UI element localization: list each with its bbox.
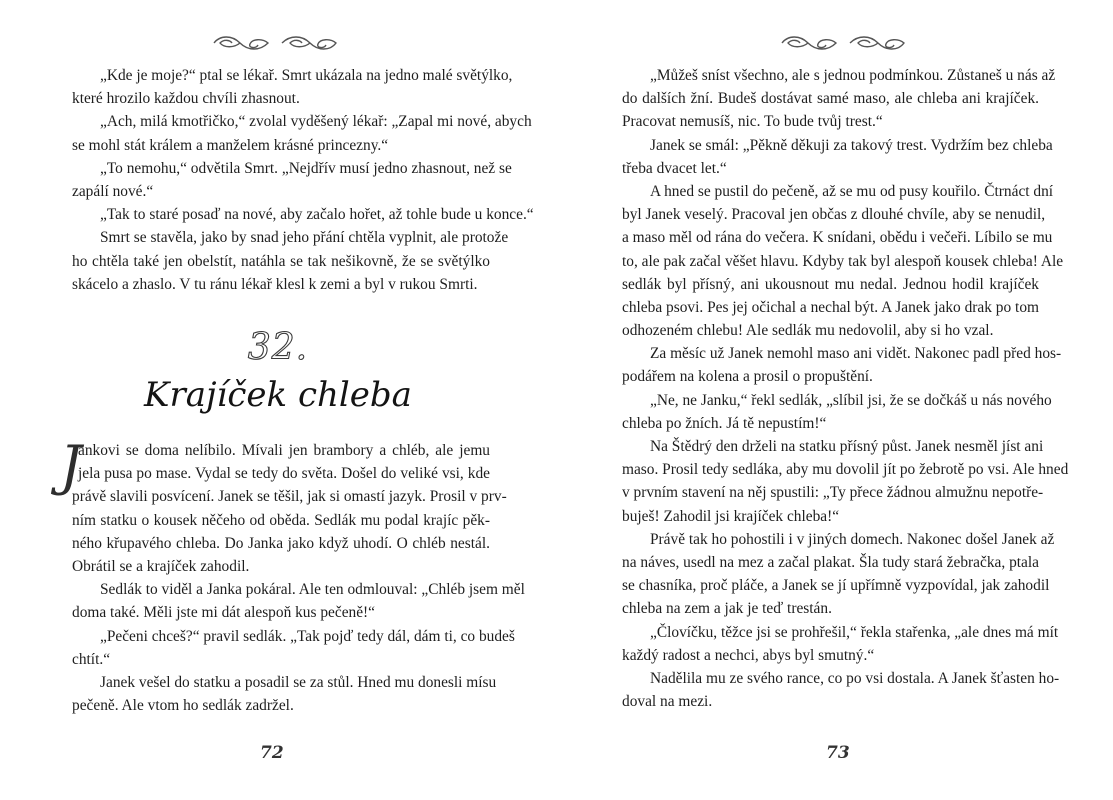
text-line: každý radost a nechci, abys byl smutný.“ [622, 646, 875, 664]
text-line: do dalších žní. Budeš dostávat samé maso, ale chleba ani krajíček. [622, 90, 1039, 108]
text-line: buješ! Zahodil jsi krajíček chleba!“ [622, 507, 840, 525]
text-line: A hned se pustil do pečeně, až se mu od pusy kouřilo. Čtrnáct dní [650, 182, 1054, 200]
text-line: „Ach, milá kmotřičko,“ zvolal vyděšený lékař: „Zapal mi nové, abych [100, 113, 532, 131]
text-line: zapálí nové.“ [72, 182, 154, 200]
text-line: „Můžeš sníst všechno, ale s jednou podmínkou. Zůstaneš u nás až [650, 67, 1056, 84]
left-top-text [72, 64, 534, 296]
text-line: byl Janek veselý. Pracoval jen občas z dlouhé chvíle, aby se nenudil, [622, 206, 1046, 224]
text-line: „Človíčku, těžce jsi se prohřešil,“ řekla stařenka, „ale dnes má mít [650, 623, 1059, 641]
text-line: Janek vešel do statku a posadil se za stůl. Hned mu donesli mísu [100, 673, 497, 691]
drop-cap: J [60, 434, 82, 497]
text-line: „Ne, ne Janku,“ řekl sedlák, „slíbil jsi, že se dočkáš u nás nového [650, 391, 1052, 409]
text-line: chleba na zem a jak je teď trestán. [622, 600, 832, 618]
page-number: 72 [260, 743, 284, 763]
text-line: a maso měl od rána do večera. K snídani, obědu i večeři. Líbilo se mu [622, 229, 1053, 247]
text-line: skácelo a zhaslo. V tu ránu lékař klesl k zemi a byl v rukou Smrti. [72, 275, 478, 293]
ornament-flourish-icon [210, 32, 340, 54]
text-line: „To nemohu,“ odvětila Smrt. „Nejdřív musí jedno zhasnout, než se [100, 159, 512, 177]
text-line: Nadělila mu ze svého rance, co po vsi dostala. A Janek šťasten ho- [650, 669, 1060, 687]
text-line: pečeně. Ale vtom ho sedlák zadržel. [72, 697, 294, 715]
text-line: „Kde je moje?“ ptal se lékař. Smrt ukázala na jedno malé světýlko, [100, 67, 513, 84]
text-line: chleba psovi. Pes jej očichal a nechal být. A Janek jako drak po tom [622, 298, 1039, 316]
chapter-number: 32. [247, 327, 309, 368]
left-body-text [72, 439, 525, 717]
right-page [556, 0, 1113, 800]
text-line: ankovi se doma nelíbilo. Mívali jen brambory a chléb, ale jemu [78, 442, 490, 459]
text-line: právě slavili posvícení. Janek se těšil, jak si omastí jazyk. Prosil v prv- [72, 488, 507, 506]
text-line: chtít.“ [72, 650, 111, 668]
text-line: Obrátil se a krajíček zahodil. [72, 557, 250, 575]
chapter-title: Krajíček chleba [144, 375, 412, 415]
text-line: Za měsíc už Janek nemohl maso ani vidět. Nakonec padl před hos- [650, 345, 1062, 363]
text-line: Právě tak ho pohostili i v jiných domech. Nakonec došel Janek až [650, 530, 1055, 548]
text-line: Sedlák to viděl a Janka pokáral. Ale ten odmlouval: „Chléb jsem měl [100, 581, 525, 599]
text-line: podářem na kolena a prosil o propuštění. [622, 368, 873, 386]
text-line: odhozeném chlebu! Ale sedlák mu nedovolil, aby si ho vzal. [622, 322, 994, 340]
text-line: Pracovat nemusíš, nic. To bude tvůj trest.“ [622, 113, 883, 131]
text-line: Na Štědrý den drželi na statku přísný půst. Janek nesměl jíst ani [650, 438, 1044, 455]
page-number: 73 [826, 743, 850, 763]
text-line: v prvním stavení na něj spustili: „Ty přece žádnou almužnu nepotře- [622, 484, 1044, 502]
text-line: jela pusa po mase. Vydal se tedy do světa. Došel do veliké vsi, kde [78, 465, 490, 483]
text-line: „Tak to staré posaď na nové, aby začalo hořet, až tohle bude u konce.“ [100, 206, 534, 224]
left-page [0, 0, 556, 800]
text-line: Smrt se stavěla, jako by snad jeho přání chtěla vyplnit, ale protože [100, 229, 509, 247]
text-line: doval na mezi. [622, 693, 713, 711]
text-line: doma také. Měli jste mi dát alespoň kus pečeně!“ [72, 604, 376, 622]
text-line: maso. Prosil tedy sedláka, aby mu dovolil jít po žebrotě po vsi. Ale hned [622, 461, 1069, 479]
text-line: se chasníka, proč pláče, a Janek se jí upřímně vyzpovídal, jak zahodil [622, 577, 1050, 595]
right-text [622, 64, 1069, 713]
text-line: Janek se smál: „Pěkně děkuji za takový trest. Vydržím bez chleba [650, 136, 1053, 154]
text-line: ním statku o kousek něčeho od oběda. Sedlák mu podal krajíc pěk- [72, 511, 490, 529]
text-line: to, ale pak začal věšet hlavu. Kdyby tak byl alespoň kousek chleba! Ale [622, 252, 1064, 270]
text-line: které hrozilo každou chvíli zhasnout. [72, 90, 300, 108]
text-line: „Pečeni chceš?“ pravil sedlák. „Tak pojď tedy dál, dám ti, co budeš [100, 627, 515, 645]
ornament-flourish-icon [778, 32, 908, 54]
text-line: ného křupavého chleba. Do Janka jako když uhodí. O chléb nestál. [72, 534, 490, 552]
text-line: chleba po žních. Já tě nepustím!“ [622, 414, 827, 432]
text-line: ho chtěla také jen obelstít, natáhla se tak nešikovně, že se světýlko [72, 252, 490, 270]
text-line: na náves, usedl na mez a začal plakat. Šla tudy stará žebračka, ptala [622, 553, 1039, 571]
text-line: třeba dvacet let.“ [622, 159, 727, 177]
text-line: se mohl stát králem a manželem krásné princezny.“ [72, 136, 389, 154]
text-line: sedlák byl přísný, ani ukousnout mu nedal. Jednou hodil krajíček [622, 275, 1039, 293]
